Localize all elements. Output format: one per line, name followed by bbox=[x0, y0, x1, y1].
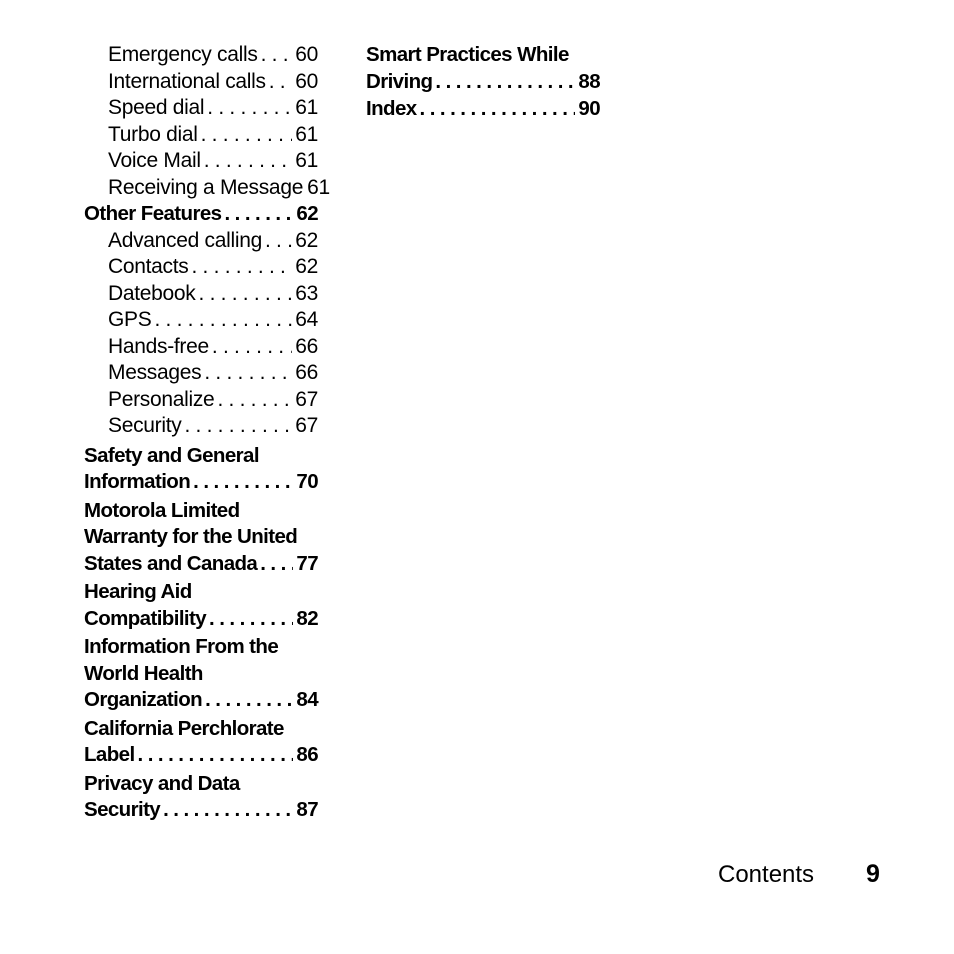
toc-entry-page: 61 bbox=[295, 122, 318, 146]
toc-section-title-line: Compatibility bbox=[84, 606, 207, 630]
toc-section-who[interactable] bbox=[84, 634, 318, 714]
toc-section-title-line: Motorola Limited bbox=[84, 498, 240, 522]
toc-section-page: 84 bbox=[296, 688, 318, 711]
toc-section-title-line: California Perchlorate bbox=[84, 716, 284, 740]
footer-page-number: 9 bbox=[866, 860, 880, 888]
dot-leader bbox=[420, 96, 576, 123]
toc-section-title-line: Hearing Aid bbox=[84, 580, 192, 603]
toc-entry-title: Advanced calling bbox=[108, 228, 262, 252]
dot-leader bbox=[205, 687, 293, 714]
dot-leader bbox=[209, 606, 293, 633]
dot-leader bbox=[224, 201, 293, 228]
dot-leader bbox=[207, 95, 292, 122]
toc-entry-title: Messages bbox=[108, 361, 202, 384]
toc-section-title-line: Label bbox=[84, 743, 135, 766]
dot-leader bbox=[204, 148, 293, 175]
dot-leader bbox=[154, 307, 292, 334]
toc-section-page: 82 bbox=[296, 606, 318, 630]
dot-leader bbox=[191, 254, 292, 281]
toc-section-safety[interactable] bbox=[84, 443, 318, 496]
toc-entry-title: Personalize bbox=[108, 387, 215, 411]
toc-entry-page: 62 bbox=[295, 255, 318, 278]
dot-leader bbox=[260, 551, 293, 578]
toc-entry-gps[interactable] bbox=[84, 307, 318, 334]
toc-section-page: 88 bbox=[578, 69, 600, 93]
toc-entry-voice-mail[interactable] bbox=[84, 148, 318, 175]
toc-section-title-line: States and Canada bbox=[84, 551, 258, 575]
toc-entry-page: 67 bbox=[295, 387, 318, 411]
toc-entry-datebook[interactable] bbox=[84, 281, 318, 308]
toc-entry-page: 61 bbox=[295, 96, 318, 119]
toc-entry-title: Hands-free bbox=[108, 334, 209, 358]
toc-section-last-line bbox=[84, 551, 318, 578]
toc-entry-title: Datebook bbox=[108, 281, 196, 305]
toc-section-last-line bbox=[84, 742, 318, 769]
dot-leader bbox=[199, 281, 293, 308]
toc-section-title-line: Warranty for the United bbox=[84, 525, 298, 548]
toc-section-title-line: Security bbox=[84, 798, 161, 821]
toc-section-index[interactable] bbox=[366, 96, 600, 123]
toc-entry-page: 61 bbox=[307, 175, 330, 199]
dot-leader bbox=[269, 69, 293, 96]
toc-entry-security[interactable] bbox=[84, 413, 318, 440]
toc-section-last-line bbox=[84, 797, 318, 824]
toc-section-title-line: Information From the bbox=[84, 635, 279, 658]
toc-entry-international-calls[interactable] bbox=[84, 69, 318, 96]
toc-section-smart-practices[interactable] bbox=[366, 42, 600, 95]
toc-entry-contacts[interactable] bbox=[84, 254, 318, 281]
toc-right-column bbox=[366, 42, 600, 123]
toc-section-last-line bbox=[84, 469, 318, 496]
toc-entry-title: Emergency calls bbox=[108, 43, 258, 66]
toc-entry-advanced-calling[interactable] bbox=[84, 228, 318, 255]
toc-section-title: Other Features bbox=[84, 202, 222, 225]
toc-section-warranty[interactable] bbox=[84, 498, 318, 578]
toc-entry-emergency-calls[interactable] bbox=[84, 42, 318, 69]
dot-leader bbox=[261, 42, 293, 69]
toc-section-last-line bbox=[366, 69, 600, 96]
toc-entry-page: 60 bbox=[295, 43, 318, 66]
toc-entry-page: 66 bbox=[295, 361, 318, 384]
toc-entry-receiving-a-message[interactable] bbox=[84, 175, 330, 202]
toc-entry-title: GPS bbox=[108, 308, 152, 331]
dot-leader bbox=[212, 334, 292, 361]
toc-entry-messages[interactable] bbox=[84, 360, 318, 387]
footer-section-label: Contents bbox=[718, 861, 815, 888]
toc-section-title-line: Information bbox=[84, 470, 191, 493]
toc-entry-page: 67 bbox=[295, 414, 318, 437]
toc-section-hearing-aid[interactable] bbox=[84, 579, 318, 632]
toc-left-column bbox=[84, 42, 330, 824]
toc-entry-personalize[interactable] bbox=[84, 387, 318, 414]
toc-section-california[interactable] bbox=[84, 716, 318, 769]
toc-entry-title: Voice Mail bbox=[108, 149, 201, 172]
toc-entry-title: Turbo dial bbox=[108, 122, 198, 146]
toc-section-title-line: Safety and General bbox=[84, 443, 259, 467]
toc-section-last-line bbox=[84, 687, 318, 714]
toc-entry-speed-dial[interactable] bbox=[84, 95, 318, 122]
toc-section-page: 86 bbox=[296, 743, 318, 766]
toc-section-page: 70 bbox=[296, 470, 318, 493]
dot-leader bbox=[184, 413, 292, 440]
toc-entry-page: 61 bbox=[295, 149, 318, 172]
toc-section-page: 62 bbox=[296, 202, 318, 225]
toc-entry-title: Security bbox=[108, 414, 182, 437]
dot-leader bbox=[217, 387, 292, 414]
dot-leader bbox=[265, 228, 292, 255]
toc-entry-title: Speed dial bbox=[108, 96, 205, 119]
dot-leader bbox=[193, 469, 293, 496]
toc-section-title-line: Organization bbox=[84, 688, 203, 711]
toc-section-title: Index bbox=[366, 97, 417, 120]
toc-section-page: 77 bbox=[296, 551, 318, 575]
dot-leader bbox=[163, 797, 293, 824]
toc-section-title-line: Driving bbox=[366, 69, 433, 93]
dot-leader bbox=[204, 360, 292, 387]
dot-leader bbox=[201, 122, 293, 149]
toc-section-title-line: Smart Practices While bbox=[366, 43, 569, 66]
toc-section-privacy[interactable] bbox=[84, 771, 318, 824]
toc-entry-page: 60 bbox=[295, 69, 318, 93]
toc-entry-page: 66 bbox=[295, 334, 318, 358]
toc-entry-title: International calls bbox=[108, 69, 266, 93]
toc-section-title-line: World Health bbox=[84, 661, 203, 685]
toc-section-other-features[interactable] bbox=[84, 201, 318, 228]
toc-entry-hands-free[interactable] bbox=[84, 334, 318, 361]
toc-entry-title: Receiving a Message bbox=[108, 175, 304, 199]
toc-entry-title: Contacts bbox=[108, 255, 189, 278]
toc-section-page: 90 bbox=[578, 97, 600, 120]
toc-entry-page: 63 bbox=[295, 281, 318, 305]
toc-entry-page: 64 bbox=[295, 308, 318, 331]
toc-entry-page: 62 bbox=[295, 228, 318, 252]
toc-section-title-line: Privacy and Data bbox=[84, 771, 240, 795]
dot-leader bbox=[435, 69, 575, 96]
toc-section-last-line bbox=[84, 606, 318, 633]
toc-entry-turbo-dial[interactable] bbox=[84, 122, 318, 149]
dot-leader bbox=[138, 742, 294, 769]
toc-section-page: 87 bbox=[296, 798, 318, 821]
